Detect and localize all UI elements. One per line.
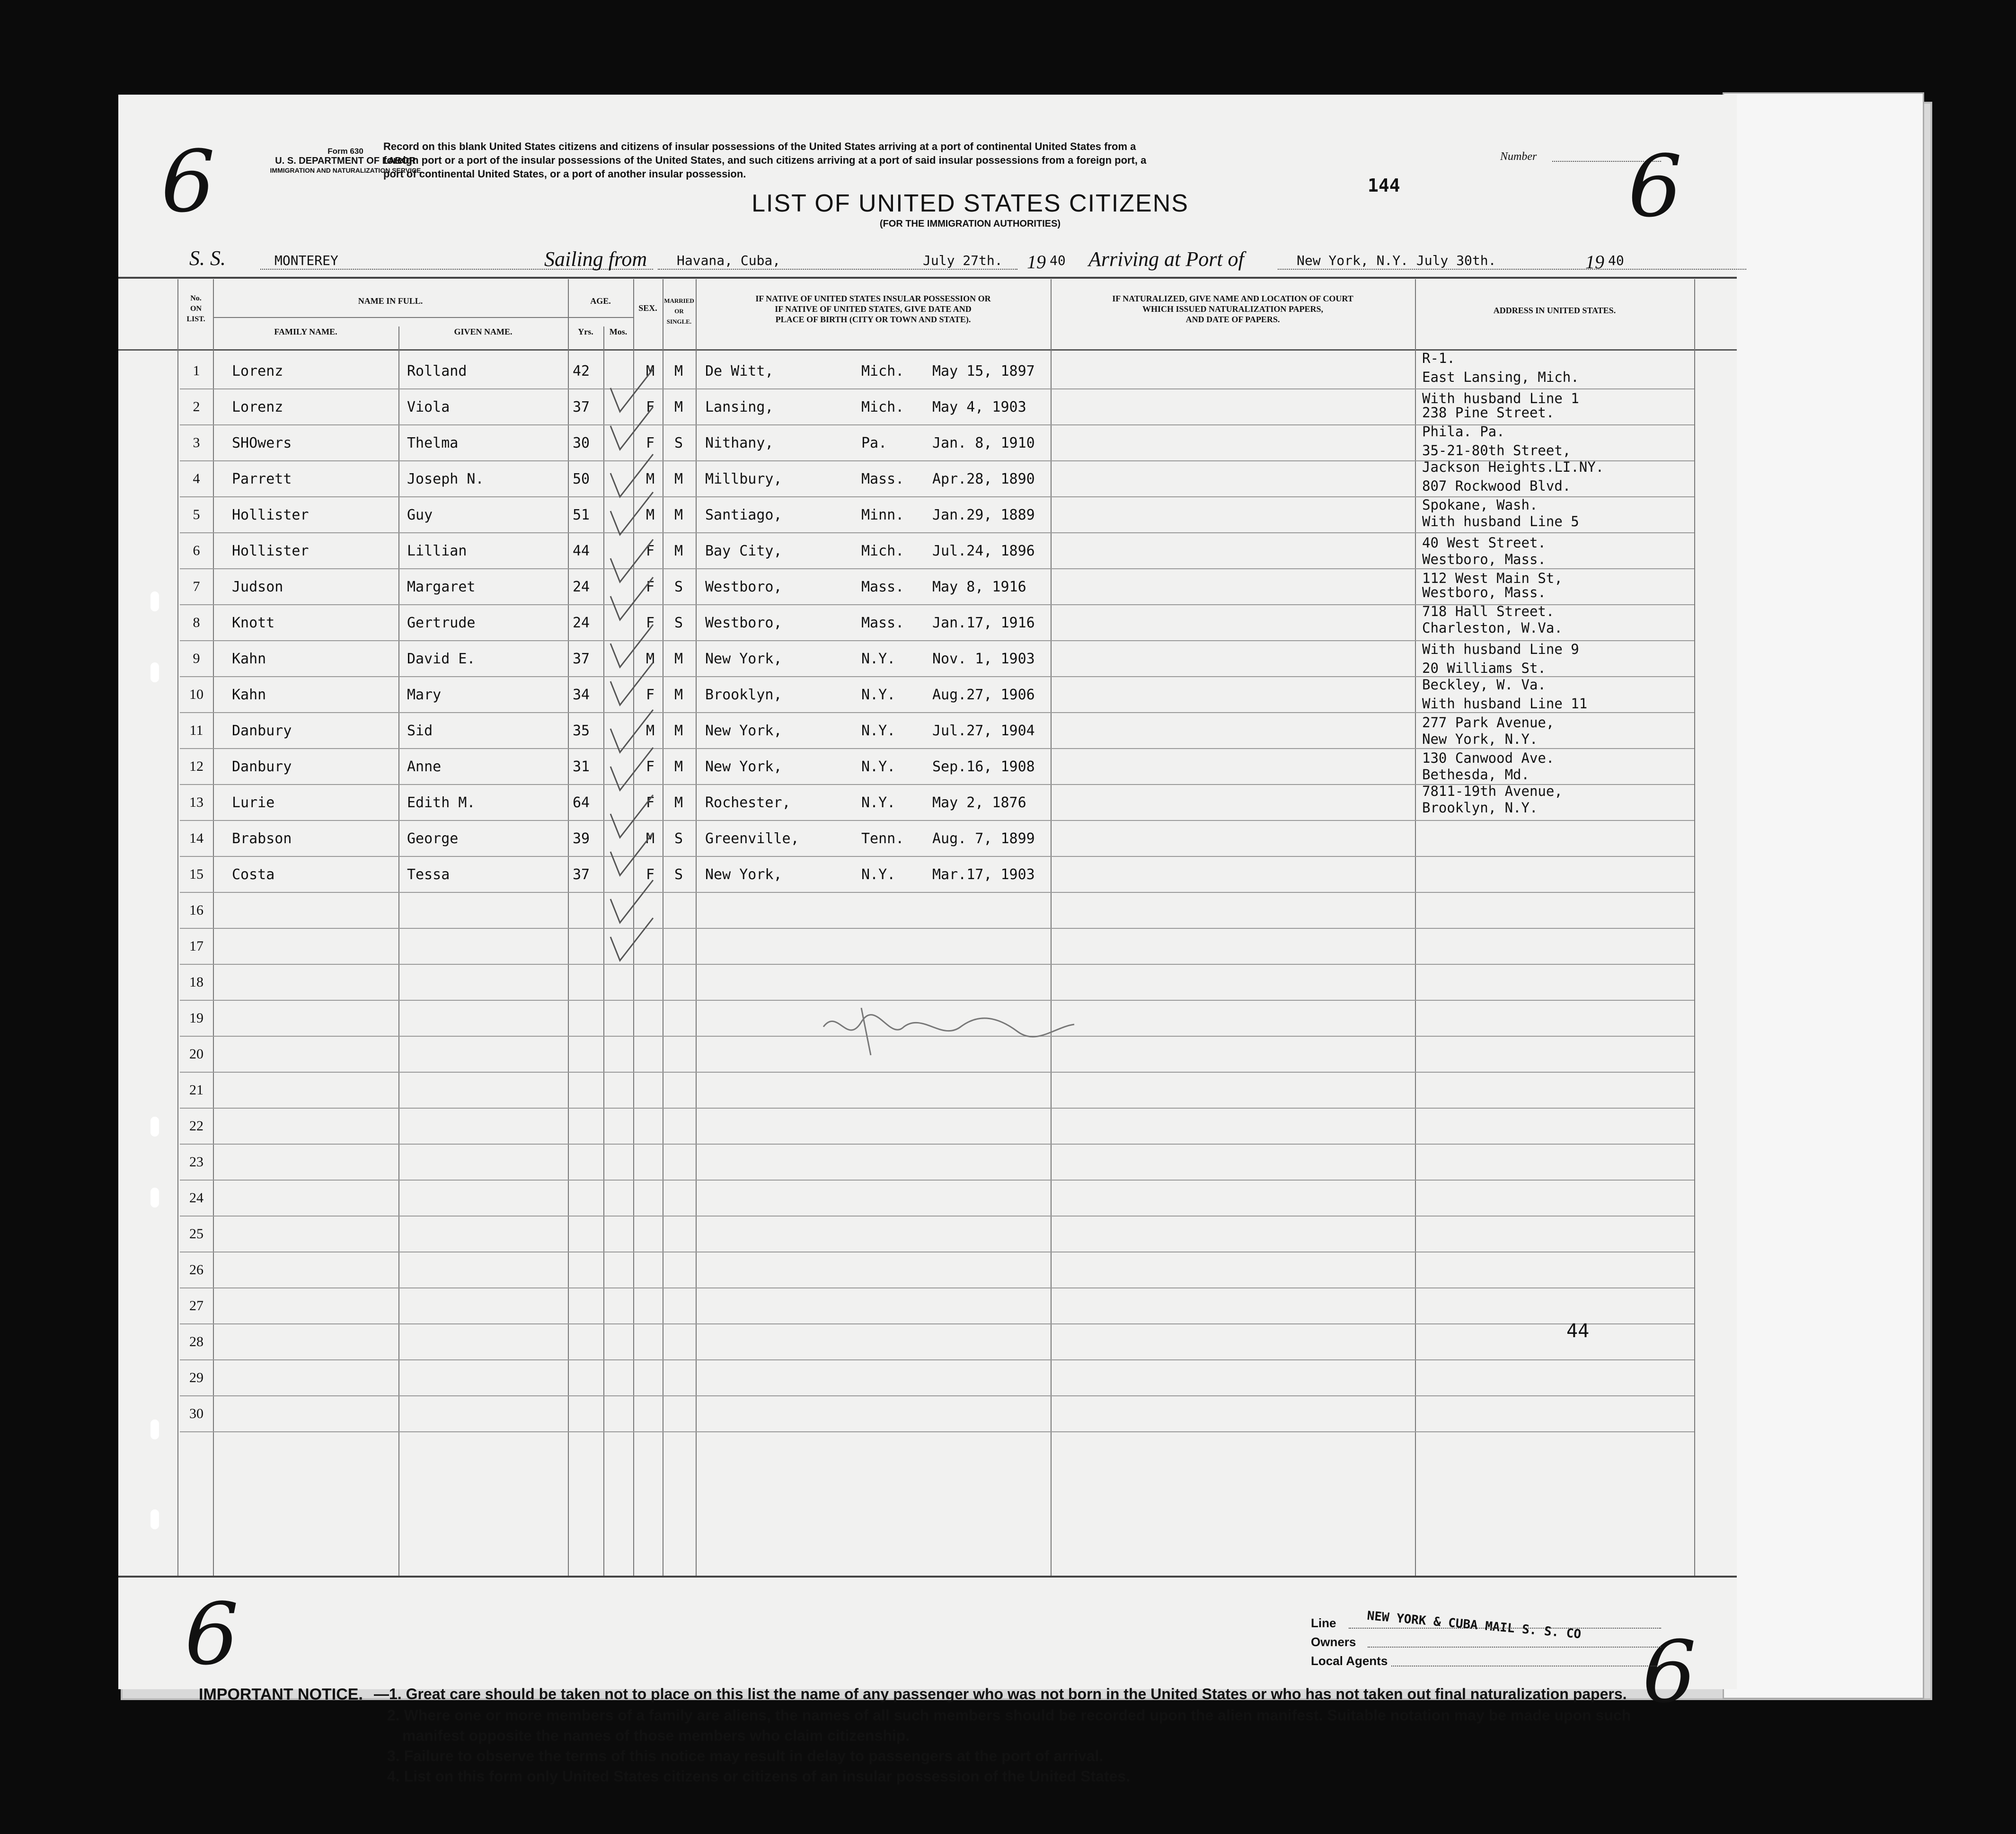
address-line: 40 West Street.: [1422, 535, 1546, 551]
cell-age: 42: [573, 363, 590, 379]
year-prefix: 19: [1027, 251, 1046, 273]
manifest-page: [118, 95, 1737, 1785]
cell-no: 5: [193, 507, 200, 522]
cell-state: N.Y.: [861, 866, 896, 883]
cell-date: Jul.27, 1904: [932, 723, 1035, 739]
address-line: 130 Canwood Ave.: [1422, 750, 1555, 766]
cell-age: 44: [573, 543, 590, 559]
blank-row: [180, 1323, 1694, 1360]
header-address: ADDRESS IN UNITED STATES.: [1493, 306, 1616, 315]
cell-no: 28: [189, 1334, 203, 1349]
table-bottom-border: [118, 1576, 1737, 1578]
cell-age: 51: [573, 507, 590, 523]
cell-sex: M: [646, 651, 655, 667]
cell-state: N.Y.: [861, 723, 896, 739]
cell-family: Judson: [232, 579, 283, 595]
header-name-in-full: NAME IN FULL.: [358, 296, 423, 306]
cell-no: 6: [193, 543, 200, 558]
blank-row: [180, 1108, 1694, 1145]
cell-age: 37: [573, 651, 590, 667]
cell-city: New York,: [705, 758, 782, 775]
cell-age: 35: [573, 723, 590, 739]
cell-state: Pa.: [861, 435, 887, 451]
checkmark: [610, 577, 653, 620]
cell-state: Tenn.: [861, 830, 904, 847]
header-age: AGE.: [590, 296, 611, 306]
cell-date: Aug. 7, 1899: [932, 830, 1035, 847]
list-number: 144: [1368, 175, 1400, 196]
line-label: Line: [1311, 1616, 1336, 1630]
address-line: Phila. Pa.: [1422, 423, 1505, 440]
cell-city: Brooklyn,: [705, 687, 782, 703]
cell-no: 4: [193, 471, 200, 486]
cell-state: N.Y.: [861, 758, 896, 775]
notice-3: 3. Failure to observe the terms of this notice may result in delay to passengers at the port of arrival.: [387, 1747, 1104, 1764]
form-number: Form 630: [327, 147, 363, 156]
owners-underline: [1368, 1647, 1661, 1648]
checkmark: [610, 795, 653, 838]
cell-state: Mass.: [861, 579, 904, 595]
cell-date: Apr.28, 1890: [932, 471, 1035, 487]
cell-sex: F: [646, 758, 655, 775]
address-line: Bethesda, Md.: [1422, 767, 1530, 783]
cell-family: Lurie: [232, 794, 275, 811]
cell-city: New York,: [705, 651, 782, 667]
cell-state: Mass.: [861, 471, 904, 487]
handwritten-page-mark: 6: [161, 132, 215, 231]
cell-no: 8: [193, 615, 200, 630]
cell-marital: M: [674, 758, 683, 775]
cell-city: Westboro,: [705, 615, 782, 631]
cell-marital: M: [674, 507, 683, 523]
cell-given: Rolland: [407, 363, 467, 379]
cell-sex: F: [646, 687, 655, 703]
cell-city: Santiago,: [705, 507, 782, 523]
cell-sex: M: [646, 507, 655, 523]
number-label: Number: [1500, 150, 1537, 163]
cell-sex: F: [646, 399, 655, 415]
handwritten-footer-mark-right: 6: [1642, 1623, 1697, 1722]
agents-label: Local Agents: [1311, 1654, 1388, 1668]
cell-given: Edith M.: [407, 794, 476, 811]
cell-family: SHOwers: [232, 435, 292, 451]
binder-hole: [150, 1420, 159, 1439]
cell-date: Aug.27, 1906: [932, 687, 1035, 703]
cell-marital: M: [674, 794, 683, 811]
checkmark: [610, 625, 653, 667]
cell-marital: M: [674, 723, 683, 739]
header-no-on-list: No. ON LIST.: [186, 294, 205, 323]
cell-sex: F: [646, 579, 655, 595]
cell-no: 14: [189, 830, 203, 846]
notice-1: —1. Great care should be taken not to place on this list the name of any passenger who was not born in the United States or who has not taken out final naturalization papers.: [374, 1685, 1627, 1702]
cell-sex: F: [646, 615, 655, 631]
cell-city: Greenville,: [705, 830, 799, 847]
cell-family: Parrett: [232, 471, 292, 487]
checkmarks: [601, 360, 705, 1022]
cell-date: May 4, 1903: [932, 399, 1026, 415]
address-line: Beckley, W. Va.: [1422, 677, 1546, 693]
cell-state: Mass.: [861, 615, 904, 631]
binder-hole: [150, 1117, 159, 1137]
cell-age: 34: [573, 687, 590, 703]
cell-date: Jan. 8, 1910: [932, 435, 1035, 451]
cell-no: 19: [189, 1010, 203, 1026]
passenger-row: [180, 856, 1694, 893]
checkmark: [610, 407, 653, 450]
cell-given: Anne: [407, 758, 442, 775]
address-line: With husband Line 9: [1422, 641, 1579, 657]
binder-hole: [150, 591, 159, 611]
table-header-border: [118, 349, 1737, 351]
address-line: Spokane, Wash.: [1422, 497, 1538, 513]
address-line: R-1.: [1422, 350, 1455, 366]
cell-given: Margaret: [407, 579, 476, 595]
address-line: With husband Line 11: [1422, 696, 1588, 712]
header-birth: IF NATIVE OF UNITED STATES INSULAR POSSESSION OR IF NATIVE OF UNITED STATES, GIVE DATE AND PLACE OF BIRTH (CITY OR TOWN AND STATE).: [755, 294, 991, 324]
column-line: [1694, 279, 1695, 1576]
cell-family: Knott: [232, 615, 275, 631]
cell-age: 31: [573, 758, 590, 775]
blank-row: [180, 964, 1694, 1001]
cell-no: 26: [189, 1262, 203, 1278]
address-line: 238 Pine Street.: [1422, 405, 1555, 421]
cell-marital: M: [674, 363, 683, 379]
cell-state: Mich.: [861, 399, 904, 415]
arrival-info: New York, N.Y. July 30th.: [1297, 253, 1496, 268]
cell-no: 27: [189, 1298, 203, 1314]
signature: [819, 998, 1084, 1065]
page-subtitle: (FOR THE IMMIGRATION AUTHORITIES): [879, 219, 1061, 229]
cell-no: 13: [189, 794, 203, 810]
blank-row: [180, 928, 1694, 965]
header-given-name: GIVEN NAME.: [454, 327, 513, 336]
cell-marital: M: [674, 399, 683, 415]
cell-no: 24: [189, 1190, 203, 1206]
cell-marital: M: [674, 543, 683, 559]
cell-given: Guy: [407, 507, 433, 523]
cell-no: 20: [189, 1046, 203, 1062]
instruction-line: foreign port or a port of the insular possessions of the United States, and such citizens arriving at a port of said insular possessions from a foreign port, a: [383, 154, 1147, 166]
cell-no: 1: [193, 363, 200, 379]
port-line: [658, 269, 1017, 270]
cell-date: May 8, 1916: [932, 579, 1026, 595]
cell-state: Minn.: [861, 507, 904, 523]
header-married: MARRIED OR SINGLE.: [664, 297, 694, 325]
sailing-year: 40: [1050, 253, 1066, 268]
cell-given: Joseph N.: [407, 471, 484, 487]
cell-no: 16: [189, 902, 203, 918]
checkmark: [610, 710, 653, 752]
cell-no: 17: [189, 938, 203, 954]
checkmark: [610, 748, 653, 790]
checkmark: [610, 833, 653, 875]
blank-row: [180, 1359, 1694, 1396]
cell-date: Jan.17, 1916: [932, 615, 1035, 631]
cell-marital: S: [674, 830, 683, 847]
header-mos: Mos.: [609, 327, 628, 336]
cell-sex: F: [646, 435, 655, 451]
corner-number: 44: [1566, 1320, 1590, 1342]
arrival-year: 40: [1608, 253, 1624, 268]
sailing-label: Sailing from: [544, 247, 647, 271]
cell-given: Mary: [407, 687, 442, 703]
stacked-pages-edge: [1723, 92, 1924, 1699]
cell-city: Lansing,: [705, 399, 774, 415]
page-title: LIST OF UNITED STATES CITIZENS: [752, 190, 1189, 217]
cell-age: 39: [573, 830, 590, 847]
address-line: 718 Hall Street.: [1422, 603, 1555, 619]
cell-city: Millbury,: [705, 471, 782, 487]
cell-no: 22: [189, 1118, 203, 1134]
cell-no: 3: [193, 435, 200, 450]
cell-given: Gertrude: [407, 615, 476, 631]
cell-family: Hollister: [232, 543, 309, 559]
notice-2: 2. Where one or more members of a family are aliens, the names of all such members should be recorded upon the alien manifest. Suitable notation may be made upon such: [387, 1707, 1631, 1724]
cell-date: Jul.24, 1896: [932, 543, 1035, 559]
cell-date: Nov. 1, 1903: [932, 651, 1035, 667]
handwritten-number: 6: [1628, 137, 1682, 236]
header-divider: [213, 317, 568, 318]
cell-family: Costa: [232, 866, 275, 883]
cell-given: George: [407, 830, 459, 847]
binder-hole: [150, 1188, 159, 1208]
instruction-line: Record on this blank United States citizens and citizens of insular possessions of the United States arriving at a port of continental United States from a: [383, 141, 1136, 152]
notice-title: IMPORTANT NOTICE.: [199, 1685, 363, 1703]
cell-state: Mich.: [861, 543, 904, 559]
address-line: With husband Line 5: [1422, 513, 1579, 529]
ship-name: MONTEREY: [274, 253, 338, 268]
notice-2-cont: manifest opposite the names of those members who claim citizenship.: [402, 1727, 910, 1744]
cell-no: 11: [189, 723, 203, 738]
cell-date: Jan.29, 1889: [932, 507, 1035, 523]
cell-date: Mar.17, 1903: [932, 866, 1035, 883]
notice-4: 4. List on this form only United States citizens or citizens of an insular possession of the United States.: [387, 1768, 1131, 1785]
cell-family: Lorenz: [232, 399, 283, 415]
address-line: With husband Line 1: [1422, 390, 1579, 406]
service: IMMIGRATION AND NATURALIZATION SERVICE: [270, 167, 421, 174]
handwritten-footer-mark: 6: [185, 1585, 239, 1684]
cell-sex: M: [646, 363, 655, 379]
blank-row: [180, 1252, 1694, 1288]
arrival-line: [1278, 269, 1746, 270]
header-family-name: FAMILY NAME.: [274, 327, 337, 336]
ss-label: S. S.: [189, 247, 226, 270]
header-yrs: Yrs.: [578, 327, 593, 336]
cell-date: Sep.16, 1908: [932, 758, 1035, 775]
address-line: 807 Rockwood Blvd.: [1422, 478, 1571, 494]
binder-hole: [150, 662, 159, 682]
address-line: New York, N.Y.: [1422, 731, 1538, 747]
checkmark: [610, 492, 653, 535]
cell-city: Westboro,: [705, 579, 782, 595]
cell-age: 37: [573, 399, 590, 415]
cell-family: Brabson: [232, 830, 292, 847]
cell-date: May 15, 1897: [932, 363, 1035, 379]
header-naturalized: IF NATURALIZED, GIVE NAME AND LOCATION OF COURT WHICH ISSUED NATURALIZATION PAPERS, AND DATE OF PAPERS.: [1112, 294, 1353, 324]
cell-family: Danbury: [232, 758, 292, 775]
address-line: Westboro, Mass.: [1422, 584, 1546, 600]
sailing-date: July 27th.: [923, 253, 1003, 268]
address-line: 35-21-80th Street,: [1422, 442, 1571, 458]
cell-no: 18: [189, 974, 203, 990]
table-top-border: [118, 277, 1737, 279]
cell-marital: M: [674, 651, 683, 667]
header-sex: SEX.: [638, 303, 657, 313]
cell-sex: M: [646, 723, 655, 739]
address-line: 112 West Main St,: [1422, 570, 1563, 586]
sailing-port: Havana, Cuba,: [677, 253, 781, 268]
cell-state: N.Y.: [861, 651, 896, 667]
cell-city: De Witt,: [705, 363, 774, 379]
address-line: 20 Williams St.: [1422, 660, 1546, 676]
cell-given: Tessa: [407, 866, 450, 883]
cell-no: 25: [189, 1226, 203, 1242]
blank-row: [180, 1144, 1694, 1181]
cell-no: 10: [189, 687, 203, 702]
checkmark: [610, 880, 653, 923]
cell-given: Lillian: [407, 543, 467, 559]
cell-given: Sid: [407, 723, 433, 739]
address-line: Jackson Heights.LI.NY.: [1422, 459, 1604, 475]
address-line: 7811-19th Avenue,: [1422, 783, 1563, 799]
header-divider: [568, 317, 633, 318]
cell-no: 29: [189, 1370, 203, 1385]
cell-city: Nithany,: [705, 435, 774, 451]
cell-city: New York,: [705, 723, 782, 739]
cell-marital: S: [674, 435, 683, 451]
arriving-label: Arriving at Port of: [1088, 247, 1244, 271]
cell-no: 2: [193, 399, 200, 414]
address-line: East Lansing, Mich.: [1422, 369, 1579, 385]
cell-sex: F: [646, 543, 655, 559]
cell-given: Viola: [407, 399, 450, 415]
cell-age: 50: [573, 471, 590, 487]
instruction-line: port of continental United States, or a port of another insular possession.: [383, 168, 746, 180]
owners-label: Owners: [1311, 1635, 1356, 1649]
cell-sex: F: [646, 866, 655, 883]
cell-state: N.Y.: [861, 794, 896, 811]
cell-marital: M: [674, 687, 683, 703]
passenger-row: [180, 820, 1694, 857]
address-line: Westboro, Mass.: [1422, 551, 1546, 567]
cell-age: 64: [573, 794, 590, 811]
blank-row: [180, 1395, 1694, 1432]
cell-no: 12: [189, 758, 203, 774]
blank-row: [180, 1072, 1694, 1109]
cell-age: 24: [573, 579, 590, 595]
cell-family: Hollister: [232, 507, 309, 523]
checkmark: [610, 369, 653, 412]
cell-sex: M: [646, 471, 655, 487]
cell-state: N.Y.: [861, 687, 896, 703]
blank-row: [180, 1216, 1694, 1252]
cell-family: Danbury: [232, 723, 292, 739]
address-line: Charleston, W.Va.: [1422, 620, 1563, 636]
cell-marital: S: [674, 615, 683, 631]
blank-row: [180, 892, 1694, 929]
checkmark: [610, 918, 653, 961]
cell-marital: S: [674, 866, 683, 883]
instructions: [383, 140, 1566, 181]
cell-no: 15: [189, 866, 203, 882]
cell-age: 24: [573, 615, 590, 631]
cell-no: 7: [193, 579, 200, 594]
cell-date: May 2, 1876: [932, 794, 1026, 811]
binder-hole: [150, 1509, 159, 1529]
cell-family: Kahn: [232, 651, 266, 667]
cell-state: Mich.: [861, 363, 904, 379]
cell-marital: S: [674, 579, 683, 595]
cell-city: New York,: [705, 866, 782, 883]
cell-no: 21: [189, 1082, 203, 1098]
department: U. S. DEPARTMENT OF LABOR: [275, 156, 416, 166]
address-line: 277 Park Avenue,: [1422, 714, 1555, 731]
cell-city: Rochester,: [705, 794, 791, 811]
blank-row: [180, 1287, 1694, 1324]
arrival-year-prefix: 19: [1585, 251, 1604, 273]
cell-age: 37: [573, 866, 590, 883]
cell-sex: M: [646, 830, 655, 847]
cell-sex: F: [646, 794, 655, 811]
cell-family: Lorenz: [232, 363, 283, 379]
checkmark: [610, 454, 653, 497]
line-underline: [1349, 1628, 1661, 1629]
cell-age: 30: [573, 435, 590, 451]
checkmark: [610, 539, 653, 582]
checkmark: [610, 662, 653, 705]
cell-no: 9: [193, 651, 200, 666]
address-line: Brooklyn, N.Y.: [1422, 800, 1538, 816]
cell-city: Bay City,: [705, 543, 782, 559]
cell-given: Thelma: [407, 435, 459, 451]
blank-row: [180, 1180, 1694, 1217]
cell-no: 30: [189, 1406, 203, 1421]
cell-given: David E.: [407, 651, 476, 667]
cell-marital: M: [674, 471, 683, 487]
cell-no: 23: [189, 1154, 203, 1170]
cell-family: Kahn: [232, 687, 266, 703]
line-value: NEW YORK & CUBA MAIL S. S. CO: [1366, 1609, 1582, 1642]
